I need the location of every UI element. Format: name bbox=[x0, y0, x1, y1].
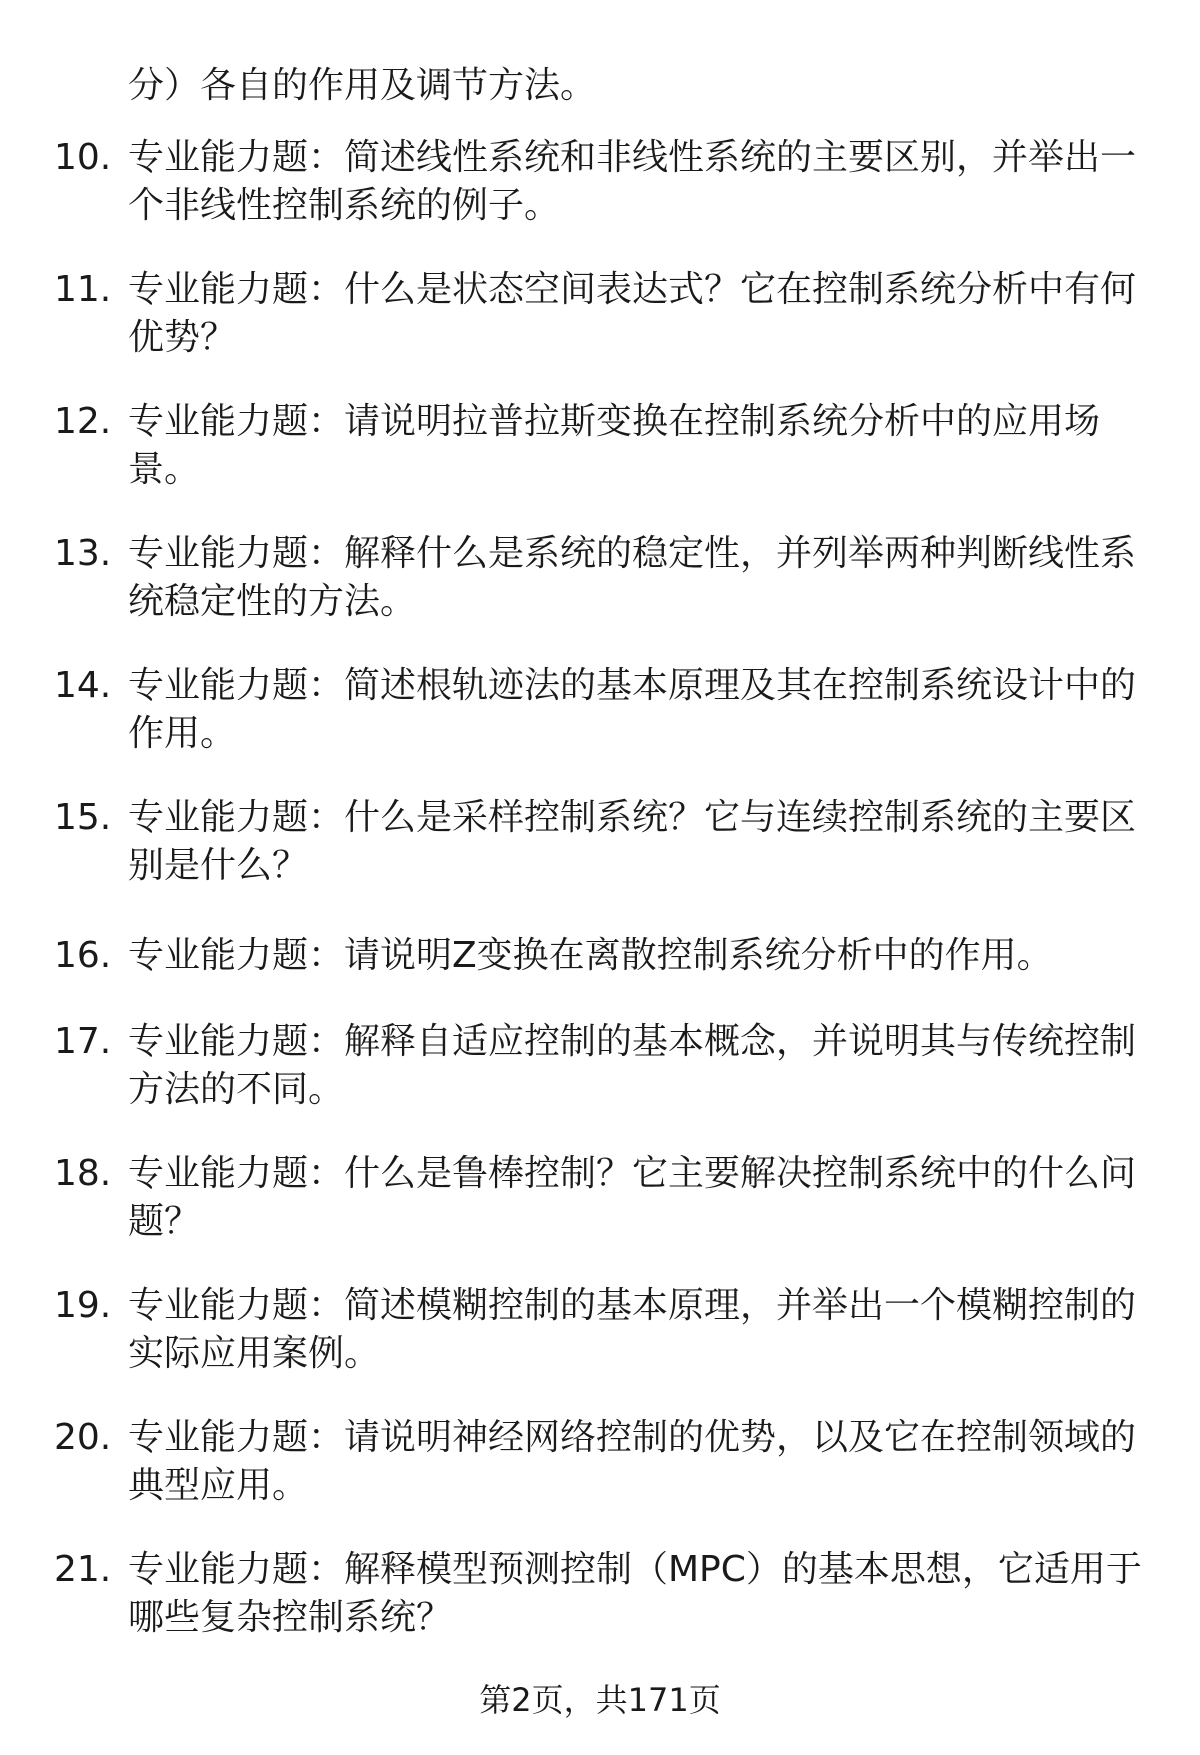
item-text-line: 专业能力题：简述线性系统和非线性系统的主要区别，并举出一 bbox=[128, 137, 1137, 178]
item-text-line: 典型应用。 bbox=[128, 1465, 309, 1506]
item-text-line: 专业能力题：什么是状态空间表达式？它在控制系统分析中有何 bbox=[128, 269, 1137, 310]
item-number: 18. bbox=[54, 1153, 112, 1194]
page-number-footer: 第2页，共171页 bbox=[479, 1681, 721, 1719]
item-text-line: 专业能力题：什么是采样控制系统？它与连续控制系统的主要区 bbox=[128, 797, 1137, 838]
item-text-line: 作用。 bbox=[128, 713, 237, 754]
item-text-line: 专业能力题：简述根轨迹法的基本原理及其在控制系统设计中的 bbox=[128, 665, 1137, 706]
item-text-line: 优势？ bbox=[128, 317, 237, 358]
item-text-line: 专业能力题：请说明拉普拉斯变换在控制系统分析中的应用场 bbox=[128, 401, 1101, 442]
item-text-line: 专业能力题：请说明Z变换在离散控制系统分析中的作用。 bbox=[128, 935, 1053, 976]
item-text-line: 专业能力题：解释模型预测控制（MPC）的基本思想，它适用于 bbox=[128, 1549, 1142, 1590]
item-number: 15. bbox=[54, 797, 112, 838]
item-text-line: 题？ bbox=[128, 1201, 201, 1242]
item-text-line: 专业能力题：解释自适应控制的基本概念，并说明其与传统控制 bbox=[128, 1021, 1137, 1062]
item-number: 11. bbox=[54, 269, 112, 310]
item-text-line: 实际应用案例。 bbox=[128, 1333, 381, 1374]
item-text-line: 统稳定性的方法。 bbox=[128, 581, 417, 622]
item-number: 21. bbox=[54, 1549, 112, 1590]
item-number: 13. bbox=[54, 533, 112, 574]
item-text-line: 专业能力题：请说明神经网络控制的优势，以及它在控制领域的 bbox=[128, 1417, 1137, 1458]
item-text-line: 专业能力题：解释什么是系统的稳定性，并列举两种判断线性系 bbox=[128, 533, 1137, 574]
item-text-line: 别是什么？ bbox=[128, 845, 309, 886]
item-number: 10. bbox=[54, 137, 112, 178]
item-text-line: 专业能力题：简述模糊控制的基本原理，并举出一个模糊控制的 bbox=[128, 1285, 1137, 1326]
item-number: 16. bbox=[54, 935, 112, 976]
continuation-line: 分）各自的作用及调节方法。 bbox=[128, 65, 597, 106]
item-number: 20. bbox=[54, 1417, 112, 1458]
item-text-line: 个非线性控制系统的例子。 bbox=[128, 185, 561, 226]
item-number: 17. bbox=[54, 1021, 112, 1062]
item-text-line: 专业能力题：什么是鲁棒控制？它主要解决控制系统中的什么问 bbox=[128, 1153, 1137, 1194]
item-text-line: 方法的不同。 bbox=[128, 1069, 345, 1110]
item-number: 14. bbox=[54, 665, 112, 706]
item-text-line: 哪些复杂控制系统？ bbox=[128, 1597, 453, 1638]
item-text-line: 景。 bbox=[128, 449, 201, 490]
item-number: 12. bbox=[54, 401, 112, 442]
item-number: 19. bbox=[54, 1285, 112, 1326]
